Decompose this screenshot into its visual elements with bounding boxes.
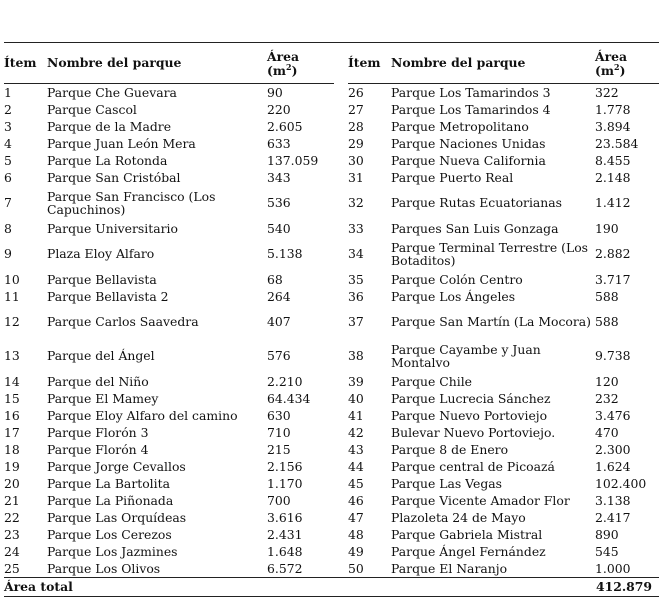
table-row	[4, 424, 334, 441]
area-cell: 232	[595, 390, 619, 406]
area-cell: 470	[595, 424, 619, 440]
area-cell: 9.738	[595, 348, 631, 364]
area-cell: 2.417	[595, 509, 631, 525]
header-row-right	[348, 43, 659, 84]
header-name: Nombre del parque	[391, 55, 526, 71]
park-name-cell: Parque Ángel Fernández	[391, 543, 546, 559]
table-row	[4, 492, 334, 509]
table-row	[348, 373, 659, 390]
item-cell: 11	[4, 288, 20, 304]
park-name-cell: Parque San Francisco (Los Capuchinos)	[47, 188, 216, 217]
area-cell: 5.138	[267, 246, 303, 262]
area-cell: 700	[267, 492, 291, 508]
table-row	[4, 390, 334, 407]
area-cell: 2.300	[595, 441, 631, 457]
item-cell: 28	[348, 118, 364, 134]
item-cell: 2	[4, 101, 12, 117]
item-cell: 8	[4, 220, 12, 236]
table-row	[4, 101, 334, 118]
area-cell: 890	[595, 526, 619, 542]
park-name-cell: Parque Los Olivos	[47, 560, 161, 576]
park-name-cell: Parque Naciones Unidas	[391, 135, 546, 151]
park-name-cell: Parque Bellavista	[47, 271, 157, 287]
park-name-cell: Parque Nueva California	[391, 152, 546, 168]
park-name-cell: Parque Eloy Alfaro del camino	[47, 407, 238, 423]
area-cell: 540	[267, 220, 291, 236]
header-area-unit: m	[600, 62, 614, 78]
area-cell: 3.894	[595, 118, 631, 134]
area-cell: 8.455	[595, 152, 631, 168]
item-cell: 22	[4, 509, 20, 525]
area-cell: 1.000	[595, 560, 631, 576]
item-cell: 5	[4, 152, 12, 168]
item-cell: 34	[348, 246, 364, 262]
left-body	[4, 84, 334, 577]
item-cell: 37	[348, 314, 364, 330]
park-name-cell: Parque Los Tamarindos 4	[391, 101, 551, 117]
item-cell: 21	[4, 492, 20, 508]
park-name-cell: Parque del Ángel	[47, 348, 155, 364]
area-cell: 1.170	[267, 475, 303, 491]
table-row	[348, 152, 659, 169]
area-cell: 64.434	[267, 390, 311, 406]
park-name-cell: Parque Juan León Mera	[47, 135, 196, 151]
area-cell: 264	[267, 288, 291, 304]
item-cell: 50	[348, 560, 364, 576]
area-cell: 633	[267, 135, 291, 151]
item-cell: 7	[4, 195, 12, 211]
header-area: Área $(m^2)$	[595, 48, 628, 78]
table-row	[348, 526, 659, 543]
area-cell: 343	[267, 169, 291, 185]
area-cell: 322	[595, 84, 619, 100]
park-name-cell: Parque Florón 3	[47, 424, 149, 440]
item-cell: 30	[348, 152, 364, 168]
park-name-cell: Parque La Piñonada	[47, 492, 174, 508]
park-name-cell: Parque Cayambe y Juan Montalvo	[391, 341, 541, 370]
item-cell: 1	[4, 84, 12, 100]
table-row	[348, 407, 659, 424]
park-name-cell: Parque Nuevo Portoviejo	[391, 407, 548, 423]
item-cell: 24	[4, 543, 20, 559]
area-cell: 2.882	[595, 246, 631, 262]
parks-area-table	[4, 42, 659, 597]
item-cell: 18	[4, 441, 20, 457]
item-cell: 48	[348, 526, 364, 542]
table-row	[4, 407, 334, 424]
total-label: Área total	[4, 579, 73, 595]
header-row-left	[4, 43, 334, 84]
area-cell: 2.148	[595, 169, 631, 185]
left-column	[4, 43, 334, 577]
park-name-cell: Plazoleta 24 de Mayo	[391, 509, 526, 525]
item-cell: 31	[348, 169, 364, 185]
table-row	[4, 84, 334, 101]
table-row	[348, 288, 659, 305]
park-name-cell: Parque central de Picoazá	[391, 458, 555, 474]
header-area-exp: 2	[286, 61, 292, 72]
park-name-cell: Parque Los Cerezos	[47, 526, 172, 542]
area-cell: 2.210	[267, 373, 303, 389]
area-cell: 1.624	[595, 458, 631, 474]
park-name-cell: Parque Gabriela Mistral	[391, 526, 543, 542]
park-name-cell: Parque Chile	[391, 373, 472, 389]
item-cell: 49	[348, 543, 364, 559]
table-row	[348, 186, 659, 220]
table-row	[348, 458, 659, 475]
table-row	[348, 220, 659, 237]
park-name-cell: Parque Vicente Amador Flor	[391, 492, 570, 508]
park-name-cell: Parque 8 de Enero	[391, 441, 509, 457]
park-name-cell: Parques San Luis Gonzaga	[391, 220, 559, 236]
table-row	[348, 424, 659, 441]
table-row	[348, 101, 659, 118]
area-cell: 102.400	[595, 475, 647, 491]
item-cell: 44	[348, 458, 364, 474]
item-cell: 29	[348, 135, 364, 151]
table-row	[348, 543, 659, 560]
area-cell: 2.605	[267, 118, 303, 134]
header-area-label: Área	[595, 48, 628, 64]
item-cell: 38	[348, 348, 364, 364]
table-row	[348, 475, 659, 492]
item-cell: 33	[348, 220, 364, 236]
right-body	[348, 84, 659, 577]
park-name-cell: Parque Los Ángeles	[391, 288, 516, 304]
area-cell: 3.476	[595, 407, 631, 423]
table-row	[348, 169, 659, 186]
park-name-cell: Parque Los Jazmines	[47, 543, 178, 559]
park-name-cell: Parque San Martín (La Mocora)	[391, 314, 592, 330]
table-row	[348, 509, 659, 526]
right-column	[348, 43, 659, 577]
item-cell: 17	[4, 424, 20, 440]
park-name-cell: Parque Colón Centro	[391, 271, 523, 287]
area-cell: 1.778	[595, 101, 631, 117]
table-row	[4, 152, 334, 169]
area-cell: 407	[267, 314, 291, 330]
table-row	[4, 509, 334, 526]
table-row	[348, 305, 659, 339]
area-cell: 137.059	[267, 152, 319, 168]
item-cell: 15	[4, 390, 20, 406]
area-cell: 3.717	[595, 271, 631, 287]
area-cell: 630	[267, 407, 291, 423]
park-name-cell: Parque Jorge Cevallos	[47, 458, 186, 474]
park-name-cell: Parque Lucrecia Sánchez	[391, 390, 551, 406]
park-name-cell: Parque Terminal Terrestre (Los Botaditos)	[391, 239, 589, 268]
area-cell: 588	[595, 288, 619, 304]
header-area-unit: m	[272, 62, 286, 78]
table-row	[348, 390, 659, 407]
item-cell: 16	[4, 407, 20, 423]
table-row	[4, 543, 334, 560]
item-cell: 26	[348, 84, 364, 100]
table-row	[4, 288, 334, 305]
park-name-cell: Parque Florón 4	[47, 441, 149, 457]
park-name-cell: Bulevar Nuevo Portoviejo.	[391, 424, 556, 440]
park-name-cell: Parque Las Orquídeas	[47, 509, 187, 525]
item-cell: 46	[348, 492, 364, 508]
park-name-cell: Parque El Naranjo	[391, 560, 508, 576]
table-row	[4, 526, 334, 543]
area-cell: 220	[267, 101, 291, 117]
header-area-exp: 2	[614, 61, 620, 72]
table-row	[4, 458, 334, 475]
area-cell: 3.138	[595, 492, 631, 508]
item-cell: 12	[4, 314, 20, 330]
area-cell: 545	[595, 543, 619, 559]
table-row	[4, 186, 334, 220]
area-cell: 120	[595, 373, 619, 389]
table-row	[4, 560, 334, 577]
total-value: 412.879	[596, 579, 653, 595]
park-name-cell: Plaza Eloy Alfaro	[47, 246, 155, 262]
item-cell: 40	[348, 390, 364, 406]
area-cell: 23.584	[595, 135, 639, 151]
item-cell: 4	[4, 135, 12, 151]
table-row	[348, 84, 659, 101]
item-cell: 27	[348, 101, 364, 117]
total-row	[4, 577, 659, 597]
area-cell: 6.572	[267, 560, 303, 576]
table-row	[348, 135, 659, 152]
header-item: Ítem	[348, 55, 381, 71]
area-cell: 68	[267, 271, 283, 287]
table-row	[348, 492, 659, 509]
table-row	[4, 373, 334, 390]
area-cell: 1.648	[267, 543, 303, 559]
area-cell: 3.616	[267, 509, 303, 525]
area-cell: 2.431	[267, 526, 303, 542]
table-row	[4, 475, 334, 492]
park-name-cell: Parque La Rotonda	[47, 152, 168, 168]
item-cell: 13	[4, 348, 20, 364]
park-name-cell: Parque Universitario	[47, 220, 178, 236]
table-row	[348, 560, 659, 577]
park-name-cell: Parque del Niño	[47, 373, 149, 389]
table-row	[4, 271, 334, 288]
park-name-cell: Parque Carlos Saavedra	[47, 314, 199, 330]
item-cell: 42	[348, 424, 364, 440]
item-cell: 9	[4, 246, 12, 262]
header-area-label: Área	[267, 48, 300, 64]
item-cell: 35	[348, 271, 364, 287]
item-cell: 19	[4, 458, 20, 474]
area-cell: 588	[595, 314, 619, 330]
park-name-cell: Parque Che Guevara	[47, 84, 177, 100]
table-row	[4, 339, 334, 373]
table-row	[348, 237, 659, 271]
item-cell: 36	[348, 288, 364, 304]
area-cell: 2.156	[267, 458, 303, 474]
table-columns	[4, 43, 659, 577]
park-name-cell: Parque Metropolitano	[391, 118, 529, 134]
table-row	[4, 118, 334, 135]
park-name-cell: Parque Las Vegas	[391, 475, 503, 491]
item-cell: 39	[348, 373, 364, 389]
item-cell: 14	[4, 373, 20, 389]
area-cell: 576	[267, 348, 291, 364]
park-name-cell: Parque San Cristóbal	[47, 169, 181, 185]
table-row	[4, 237, 334, 271]
park-name-cell: Parque Cascol	[47, 101, 137, 117]
park-name-cell: Parque El Mamey	[47, 390, 159, 406]
header-name: Nombre del parque	[47, 55, 182, 71]
item-cell: 6	[4, 169, 12, 185]
item-cell: 45	[348, 475, 364, 491]
table-row	[348, 118, 659, 135]
table-row	[4, 441, 334, 458]
item-cell: 10	[4, 271, 20, 287]
item-cell: 20	[4, 475, 20, 491]
table-row	[348, 441, 659, 458]
item-cell: 23	[4, 526, 20, 542]
area-cell: 190	[595, 220, 619, 236]
park-name-cell: Parque de la Madre	[47, 118, 172, 134]
item-cell: 25	[4, 560, 20, 576]
park-name-cell: Parque Bellavista 2	[47, 288, 169, 304]
area-cell: 215	[267, 441, 291, 457]
table-row	[4, 220, 334, 237]
park-name-cell: Parque La Bartolita	[47, 475, 170, 491]
table-row	[4, 169, 334, 186]
table-row	[4, 305, 334, 339]
park-name-cell: Parque Puerto Real	[391, 169, 514, 185]
table-row	[348, 271, 659, 288]
table-row	[4, 135, 334, 152]
area-cell: 536	[267, 195, 291, 211]
column-gap	[334, 43, 348, 577]
item-cell: 47	[348, 509, 364, 525]
area-cell: 710	[267, 424, 291, 440]
item-cell: 3	[4, 118, 12, 134]
table-row	[348, 339, 659, 373]
header-area: Área $(m^2)$	[267, 48, 300, 78]
park-name-cell: Parque Los Tamarindos 3	[391, 84, 551, 100]
park-name-cell: Parque Rutas Ecuatorianas	[391, 195, 563, 211]
area-cell: 1.412	[595, 195, 631, 211]
item-cell: 43	[348, 441, 364, 457]
area-cell: 90	[267, 84, 283, 100]
item-cell: 41	[348, 407, 364, 423]
item-cell: 32	[348, 195, 364, 211]
header-item: Ítem	[4, 55, 37, 71]
